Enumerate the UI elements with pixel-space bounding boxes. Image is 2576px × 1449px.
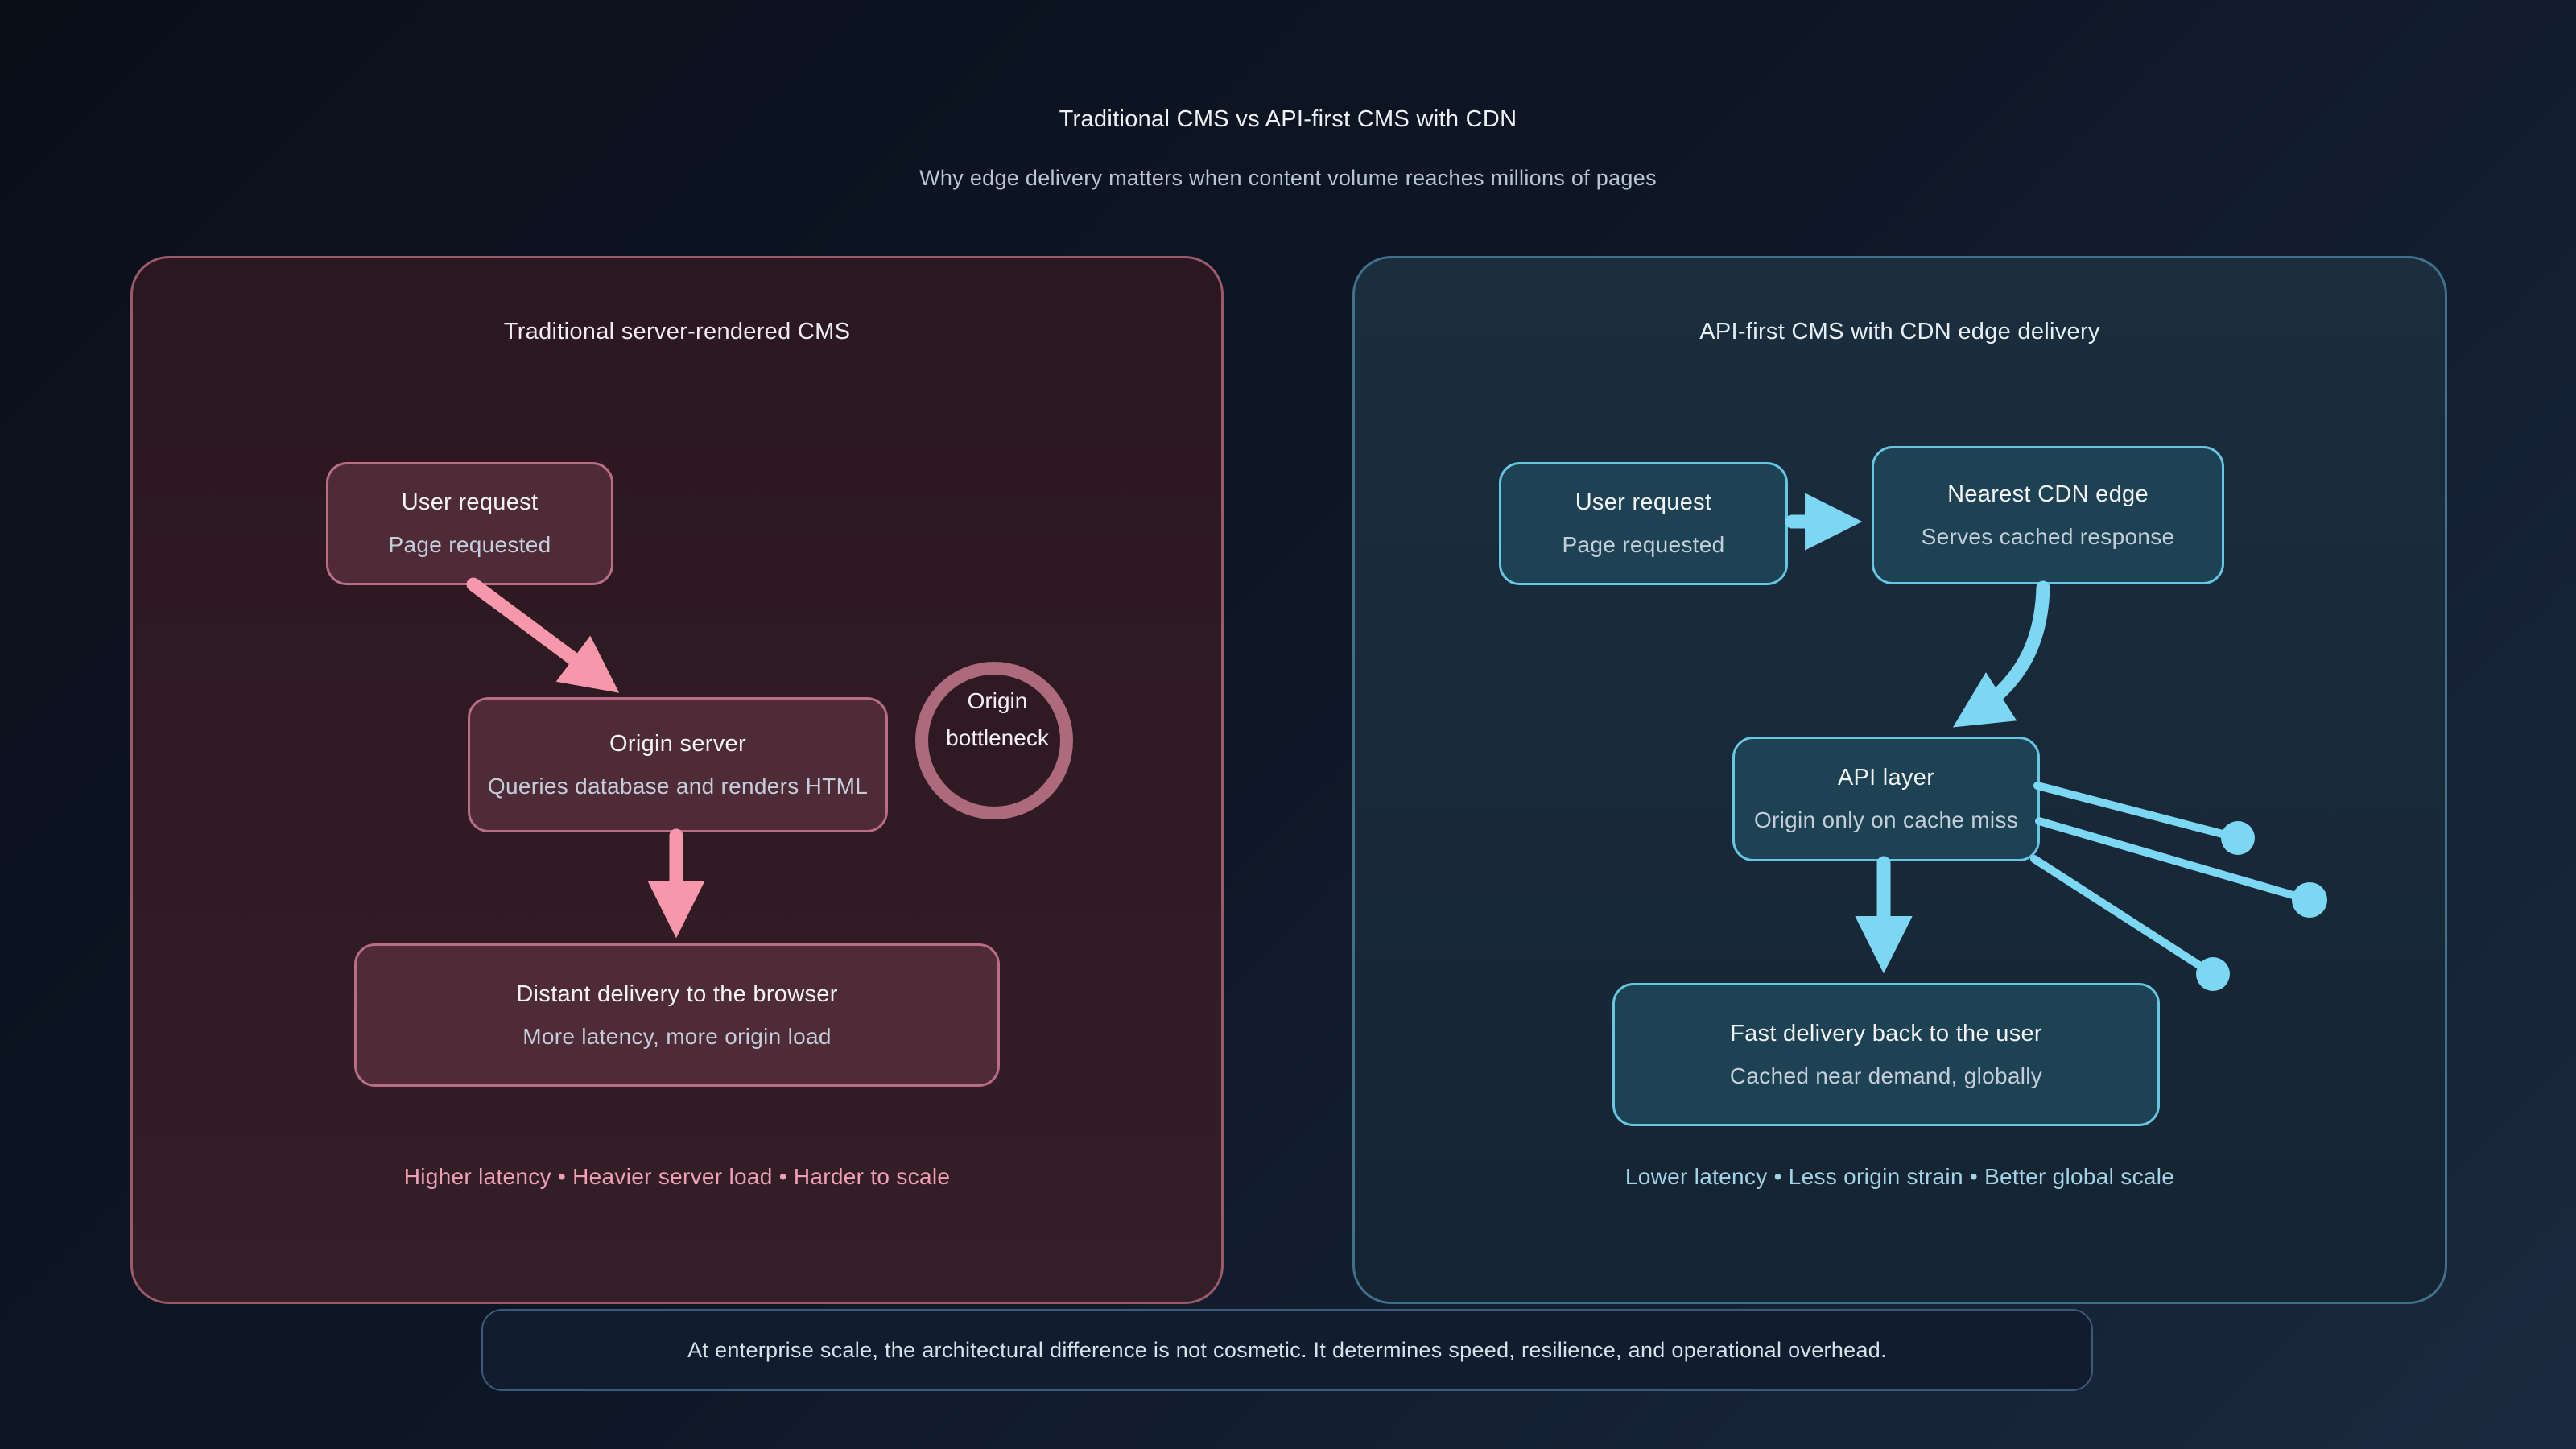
fast-delivery-box [1612,983,2160,1126]
bottleneck-line1: Origin [967,688,1028,713]
api-first-panel-header: API-first CMS with CDN edge delivery [1699,319,2100,345]
box-title: Fast delivery back to the user [1730,1020,2042,1046]
summary-banner-text: At enterprise scale, the architectural difference is not cosmetic. It determines speed, resilience, and operational overhead. [687,1337,1887,1362]
page-subtitle: Why edge delivery matters when content volume reaches millions of pages [919,166,1657,190]
box-title: Origin server [609,730,746,757]
box-title: API layer [1837,765,1935,791]
box-subtitle: Serves cached response [1921,523,2175,549]
box-subtitle: Page requested [388,532,551,557]
traditional-panel-header: Traditional server-rendered CMS [503,319,851,345]
box-subtitle: Cached near demand, globally [1729,1063,2043,1088]
box-subtitle: Queries database and renders HTML [487,773,869,799]
cdn-edge-box [1872,446,2224,584]
user-request-box-right [1499,462,1788,585]
box-title: User request [401,489,539,515]
summary-banner [481,1309,2093,1391]
bottleneck-line2: bottleneck [946,725,1049,750]
api-first-panel-footer: Lower latency • Less origin strain • Better global scale [1624,1164,2175,1189]
box-title: Distant delivery to the browser [516,980,838,1007]
box-subtitle: More latency, more origin load [522,1023,832,1049]
traditional-cms-panel [130,256,1224,1304]
api-first-cms-panel [1352,256,2447,1304]
page-title: Traditional CMS vs API-first CMS with CDN [1059,106,1517,132]
distant-delivery-box [354,943,1000,1087]
box-title: Nearest CDN edge [1947,481,2149,507]
origin-server-box [468,697,888,832]
user-request-box-left [326,462,613,585]
api-layer-box [1732,737,2040,861]
box-subtitle: Page requested [1562,532,1725,557]
box-subtitle: Origin only on cache miss [1753,807,2019,832]
traditional-panel-footer: Higher latency • Heavier server load • Harder to scale [403,1164,951,1189]
origin-bottleneck-label [877,683,1118,757]
box-title: User request [1575,489,1712,515]
